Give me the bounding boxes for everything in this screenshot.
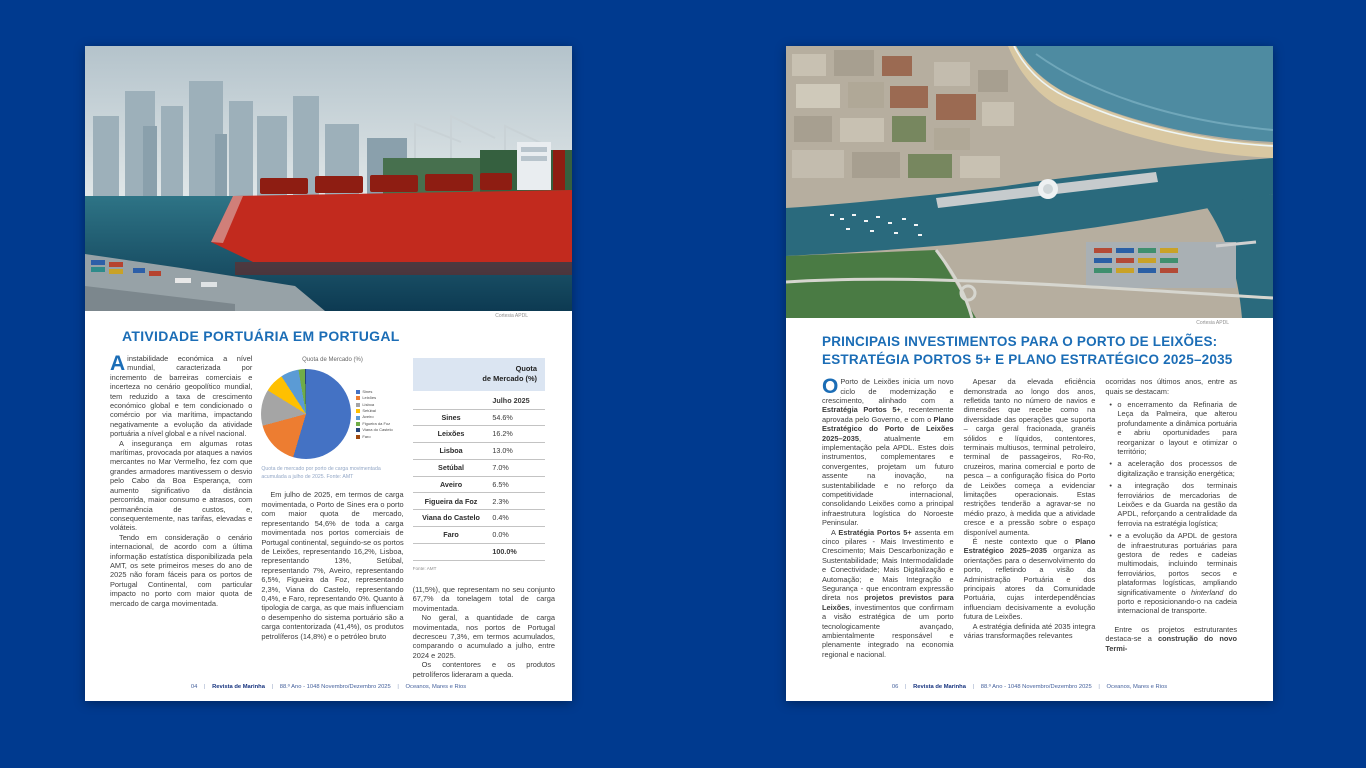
table-header-line2: de Mercado (%): [482, 374, 538, 384]
port-name: Figueira da Foz: [424, 496, 478, 506]
legend-swatch: [356, 409, 360, 413]
chart-title: Quota de Mercado (%): [302, 357, 363, 363]
article-title: [822, 333, 1237, 368]
table-row: [413, 477, 545, 494]
legend-swatch: [356, 390, 360, 394]
port-share: 7.0%: [492, 463, 509, 473]
port-name: Sines: [441, 412, 461, 422]
port-share: 54.6%: [492, 412, 513, 422]
legend-label: Setúbal: [362, 408, 376, 414]
text-column-2: [261, 354, 403, 679]
article-body: [85, 354, 572, 679]
legend-item: [356, 435, 392, 439]
footer-separator: |: [1098, 684, 1100, 690]
legend-swatch: [356, 422, 360, 426]
page-number: 04: [190, 684, 198, 690]
port-name: Viana do Castelo: [422, 513, 480, 523]
list-item: • e a evolução da APDL de gestora de infraestruturas portuárias para gestora de redes e cadeias multimodais, incluindo terminais ferroviários, portos secos e plataformas logísticas, ampliando significativamente o hinterland do porto e reposicionando-o na cadeia internacional de transporte.: [1109, 531, 1237, 616]
paragraph: A estratégia definida até 2035 integra várias transformações relevantes: [963, 621, 1096, 641]
table-row: [413, 493, 545, 510]
table-row: [413, 426, 545, 443]
table-header: [413, 358, 545, 391]
section-name: Oceanos, Mares e Rios: [1106, 684, 1168, 690]
page-left: [85, 46, 572, 701]
article-title-line1: PRINCIPAIS INVESTIMENTOS PARA O PORTO DE LEIXÕES:: [822, 334, 1218, 349]
footer-separator: |: [904, 684, 907, 690]
table-total-row: [413, 544, 545, 561]
port-share: 2.3%: [492, 496, 509, 506]
table-row: [413, 410, 545, 427]
paragraph-text: instabilidade económica a nível mundial, caracterizada por incremento de barreiras comerciais e incerteza no cenário geopolítico mundial, tem reduzido a taxa de crescimento económico global e tem condicionado o comércio por via marítima, impactando negativamente a evolução da atividade portuária a nível global e a nível nacional.: [110, 354, 253, 439]
paragraph: [110, 354, 252, 439]
port-share: 0.4%: [492, 513, 509, 523]
port-share: 0.0%: [492, 530, 509, 540]
port-name: Leixões: [437, 429, 465, 439]
paragraph: ocorridas nos últimos anos, entre as quais se destacam:: [1105, 377, 1238, 396]
photo-credit: Cortesia APDL: [495, 313, 528, 319]
legend-item: [356, 396, 392, 400]
text-column-1: [822, 377, 954, 659]
paragraph: A insegurança em algumas rotas marítimas, provocada por ataques a navios mercantes no Mar Vermelho, fez com que grandes armadores mantivessem o desvio pelo Cabo da Boa Esperança, com aumento significativo da distância percorrida, maior consumo e atrasos, com permanência de custos, e, consequentemente, nas tarifas, elevadas e voláteis.: [110, 438, 253, 533]
legend-label: Viana do Castelo: [362, 427, 393, 433]
text-column-2: [964, 377, 1096, 659]
highlight-list: [1105, 400, 1237, 616]
edition-info: 88.º Ano - 1048 Novembro/Dezembro 2025: [279, 684, 391, 690]
legend-item: [356, 390, 392, 394]
text-column-1: [110, 354, 252, 679]
legend-label: Figueira da Foz: [362, 420, 391, 426]
photo-credit: Cortesia APDL: [1196, 320, 1229, 326]
legend-swatch: [356, 435, 360, 439]
legend-item: [356, 403, 392, 407]
legend-label: Faro: [362, 433, 371, 439]
table-row: [413, 443, 545, 460]
legend-swatch: [356, 428, 360, 432]
list-item: • a aceleração dos processos de digitalização e transição energética;: [1109, 459, 1237, 478]
aerial-port-photo-illustration: [786, 46, 1273, 318]
magazine-name: Revista de Marinha: [913, 684, 966, 690]
table-row: [413, 527, 545, 544]
table-subheader-row: [413, 393, 545, 410]
paragraph: (11,5%), que representam no seu conjunto 67,7% da tonelagem total de carga movimentada.: [412, 584, 555, 613]
list-item: • o encerramento da Refinaria de Leça da Palmeira, que alterou profundamente a dinâmica portuária e abriu oportunidades para reorganizar o layout e otimizar o território;: [1109, 400, 1237, 456]
pie-chart-block: [261, 356, 403, 481]
table-row: [413, 510, 545, 527]
legend-swatch: [356, 396, 360, 400]
table-source: Fonte: AMT: [412, 565, 437, 571]
paragraph: A Estratégia Portos 5+ assenta em cinco pilares - Mais Investimento e Crescimento; Mais Descarbonização e Sustentabilidade; Mais Intermodalidade e Conectividade; Mais Digitalização e Automação; e Mais Integração e Segurança - que encontram expressão direta nos projetos previstos para Leixões, investimentos que confirmam a visão estratégica de um porto tecnologicamente avançado, ambientalmente responsável e plenamente integrado na economia regional e nacional.: [822, 527, 954, 659]
port-name: Lisboa: [439, 446, 463, 456]
section-name: Oceanos, Mares e Rios: [405, 684, 467, 690]
port-share: 16.2%: [492, 429, 513, 439]
footer-separator: |: [271, 684, 274, 690]
page-number: 06: [891, 684, 899, 690]
legend-item: [356, 409, 392, 413]
chart-legend: [356, 388, 392, 441]
legend-label: Lisboa: [362, 401, 375, 407]
paragraph: Tendo em consideração o cenário internacional, de acordo com a última informação estatística disponibilizada pela AMT, os sete primeiros meses do ano de 2025 não foram fáceis para os portos de Portugal Continental, com particular impacto no porto com maior quota de mercado de carga movimentada.: [110, 532, 253, 608]
text-column-3: [1105, 377, 1237, 659]
edition-info: 88.º Ano - 1048 Novembro/Dezembro 2025: [980, 684, 1092, 690]
article-title: ATIVIDADE PORTUÁRIA EM PORTUGAL: [122, 328, 400, 344]
paragraph: Os contentores e os produtos petrolíferos lideraram a queda.: [412, 660, 555, 679]
aerial-port-photo: [786, 46, 1273, 318]
legend-label: Sines: [362, 388, 373, 394]
legend-label: Aveiro: [362, 414, 374, 420]
chart-caption: Quota de mercado por porto de carga movimentada acumulada a julho de 2025. Fonte: AMT: [261, 466, 381, 480]
paragraph: [822, 377, 954, 528]
legend-item: [356, 415, 392, 419]
table-total: 100.0%: [492, 546, 517, 556]
footer-separator: |: [203, 684, 206, 690]
paragraph-text: Porto de Leixões inicia um novo ciclo de modernização e crescimento, alinhado com a Estratégia Portos 5+, recentemente aprovada pelo Governo, e com o Plano Estratégico do Porto de Leixões 2025–2035, atualmente em implementação pela APDL. Estes dois instrumentos, complementares e convergentes, projetam um futuro assente na inovação, na sustentabilidade e no reforço da competitividade internacional, consolidando Leixões como a principal infraestrutura logística do Noroeste Peninsular.: [822, 377, 954, 528]
port-share: 13.0%: [492, 446, 513, 456]
legend-item: [356, 428, 392, 432]
cargo-ship-photo-illustration: [85, 46, 572, 311]
page-footer: [786, 684, 1273, 690]
legend-item: [356, 422, 392, 426]
port-name: Setúbal: [438, 463, 465, 473]
paragraph: Apesar da elevada eficiência demonstrada ao longo dos anos, refletida tanto no número de navios e dimensões que recebe como na diversidade das operações que suporta – carga geral fracionada, granéis sólidos e líquidos, contentores, terminais multiusos, terminal petroleiro, terminal de passageiros, Ro-Ro, cruzeiros, marina comercial e porto de pesca – a configuração física do Porto de Leixões começa a evidenciar limitações operacionais. Estas restrições tenderão a agravar-se no médio prazo, à medida que a atividade cresce e a pressão sobre o espaço disponível aumenta.: [963, 377, 1096, 537]
port-name: Aveiro: [439, 479, 463, 489]
legend-swatch: [356, 416, 360, 420]
article-body: [786, 377, 1273, 659]
page-right: [786, 46, 1273, 701]
legend-label: Leixões: [362, 395, 377, 401]
cargo-ship-photo: [85, 46, 572, 311]
article-title-line2: ESTRATÉGIA PORTOS 5+ E PLANO ESTRATÉGICO 2025–2035: [822, 351, 1233, 367]
paragraph: Em julho de 2025, em termos de carga movimentada, o Porto de Sines era o porto com maior quota de mercado, representando 54,6% de toda a carga movimentada nos portos comerciais de Portugal continental, seguindo-se os portos de Leixões, representando 16,2%, Lisboa, representando 13%, Setúbal, representando 7%, Aveiro, representando 6,5%, Figueira da Foz, representando 2,3%, Viana do Castelo, representando 0,4%, e Faro, representando 0%. Quanto à tipologia de carga, as que mais influenciam o desempenho do sistema portuário são a carga contentorizada (41,4%), os produtos petrolíferos (14,8%) e o petróleo bruto: [261, 490, 404, 641]
magazine-name: Revista de Marinha: [212, 684, 265, 690]
pie-chart: [261, 369, 351, 459]
table-subheader: Julho 2025: [492, 395, 530, 405]
footer-separator: |: [972, 684, 975, 690]
port-share: 6.5%: [492, 479, 509, 489]
port-name: Faro: [443, 530, 459, 540]
page-footer: [85, 684, 572, 690]
footer-separator: |: [397, 684, 399, 690]
paragraph: É neste contexto que o Plano Estratégico 2025–2035 organiza as orientações para o desenvolvimento do porto, refletindo a visão da Administração Portuária e dos principais atores da Comunidade Portuária, cujas interdependências influenciam decisivamente a evolução futura de Leixões.: [963, 537, 1096, 622]
dropcap: O: [822, 375, 839, 399]
table-row: [413, 460, 545, 477]
table-header-line1: Quota: [515, 364, 538, 373]
legend-swatch: [356, 403, 360, 407]
market-share-table: [413, 358, 545, 561]
paragraph: No geral, a quantidade de carga movimentada, nos portos de Portugal decresceu 7,3%, em termos acumulados, comparando o acumulado a julho, entre 2024 e 2025.: [412, 613, 555, 660]
dropcap: A: [110, 352, 126, 375]
text-column-3: [413, 354, 555, 679]
paragraph: Entre os projetos estruturantes destaca-se a construção do novo Termi-: [1105, 624, 1238, 653]
list-item: • a integração dos terminais ferroviários de mercadorias de Leixões e da Guarda na gestão da APDL, reforçando a centralidade da ferrovia na estratégia logística;: [1109, 481, 1237, 528]
